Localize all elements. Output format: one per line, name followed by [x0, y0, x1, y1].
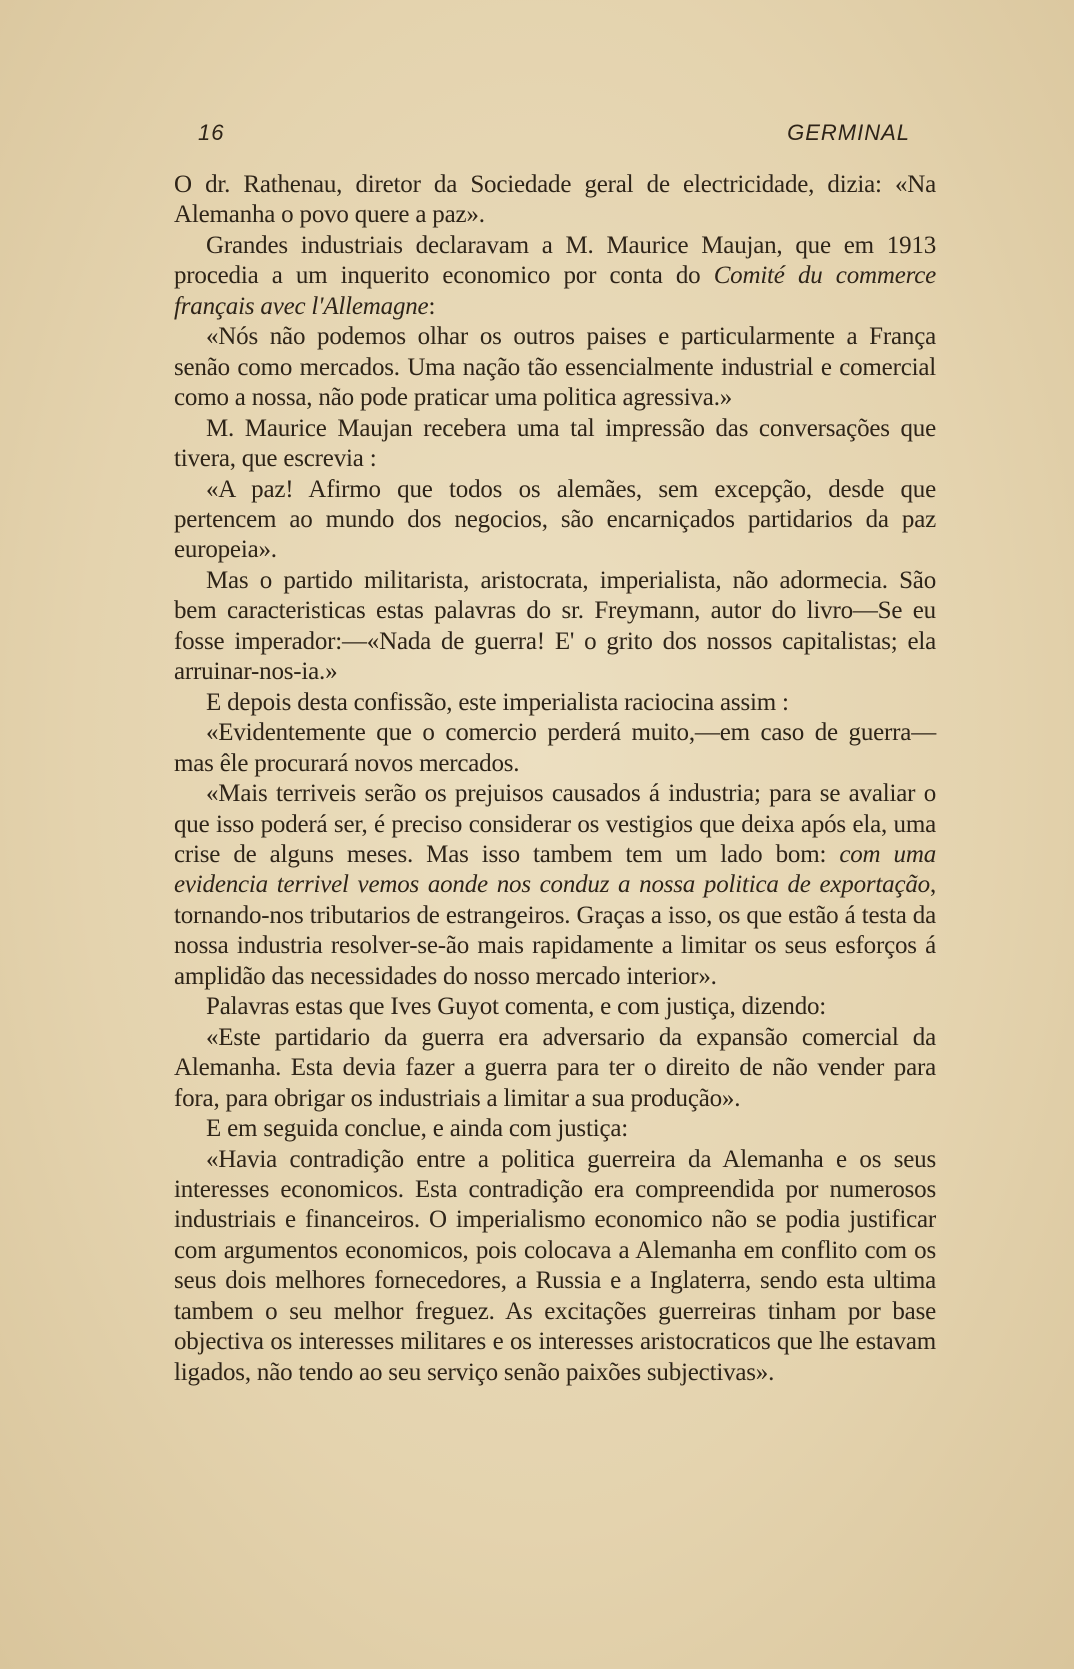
- paragraph: O dr. Rathenau, diretor da Sociedade geral de electricidade, dizia: «Na Alemanha o povo quere a paz».: [174, 171, 936, 229]
- paragraph: M. Maurice Maujan recebera uma tal impressão das conversações que tivera, que escrevia :: [174, 414, 936, 473]
- paragraph: [174, 779, 936, 992]
- italic-title: Comité du commerce français avec l'Allemagne: [174, 262, 936, 320]
- paragraph: «Evidentemente que o comercio perderá muito,—em caso de guerra—mas êle procurará novos mercados.: [174, 719, 936, 777]
- paragraph-text: :: [428, 292, 436, 320]
- paragraph: «Havia contradição entre a politica guerreira da Alemanha e os seus interesses economicos. Esta contradição era compreendida por numerosos industriais e financeiros. O imperialismo economico não se podia justificar com argumentos economicos, pois colocava a Alemanha em conflito com os seus dois melhores fornecedores, a Russia e a Inglaterra, sendo esta ultima tambem o seu melhor freguez. As excitações guerreiras tinham por base objectiva os interesses militares e os interesses aristocraticos que lhe estavam ligados, não tendo ao seu serviço senão paixões subjectivas».: [174, 1145, 936, 1386]
- italic-phrase: com uma evidencia terrivel vemos aonde nos conduz a nossa politica de exportação: [174, 840, 936, 899]
- paragraph: Palavras estas que Ives Guyot comenta, e com justiça, dizendo:: [206, 993, 827, 1021]
- paragraph-text: , tornando-nos tributarios de estrangeiros. Graças a isso, os que estão á testa da nossa industria resolver-se-ão mais rapidamente a limitar os seus esforços á amplidão das necessidades do nosso mercado interior».: [174, 871, 936, 990]
- paragraph: «Este partidario da guerra era adversario da expansão comercial da Alemanha. Esta devia fazer a guerra para ter o direito de não vender para fora, para obrigar os industriais a limitar a sua produção».: [174, 1023, 936, 1112]
- paragraph: Mas o partido militarista, aristocrata, imperialista, não adormecia. São bem caracteristicas estas palavras do sr. Freymann, autor do livro—Se eu fosse imperador:—«Nada de guerra! E' o grito dos nossos capitalistas; ela arruinar-nos-ia.»: [174, 566, 936, 686]
- paragraph-text: Grandes industriais declaravam a M. Maurice Maujan, que em 1913 procedia a um inquerito economico por conta do: [174, 231, 936, 290]
- paragraph: «Nós não podemos olhar os outros paises e particularmente a França senão como mercados. Uma nação tão essencialmente industrial e comercial como a nossa, não pode praticar uma politica agressiva.»: [174, 323, 936, 412]
- paragraph: [174, 231, 936, 322]
- paragraph-text: «Mais terriveis serão os prejuisos causados á industria; para se avaliar o que isso poderá ser, é preciso considerar os vestigios que deixa após ela, uma crise de alguns meses. Mas isso tambem tem um lado bom:: [174, 780, 936, 868]
- text-body: [174, 170, 936, 1388]
- page-header: [198, 120, 910, 152]
- running-title: GERMINAL: [787, 120, 910, 145]
- page-number: 16: [198, 120, 225, 145]
- paragraph: E depois desta confissão, este imperialista raciocina assim :: [206, 688, 789, 716]
- paragraph: E em seguida conclue, e ainda com justiça:: [206, 1115, 628, 1143]
- paragraph: «A paz! Afirmo que todos os alemães, sem excepção, desde que pertencem ao mundo dos negocios, são encarniçados partidarios da paz europeia».: [174, 475, 936, 564]
